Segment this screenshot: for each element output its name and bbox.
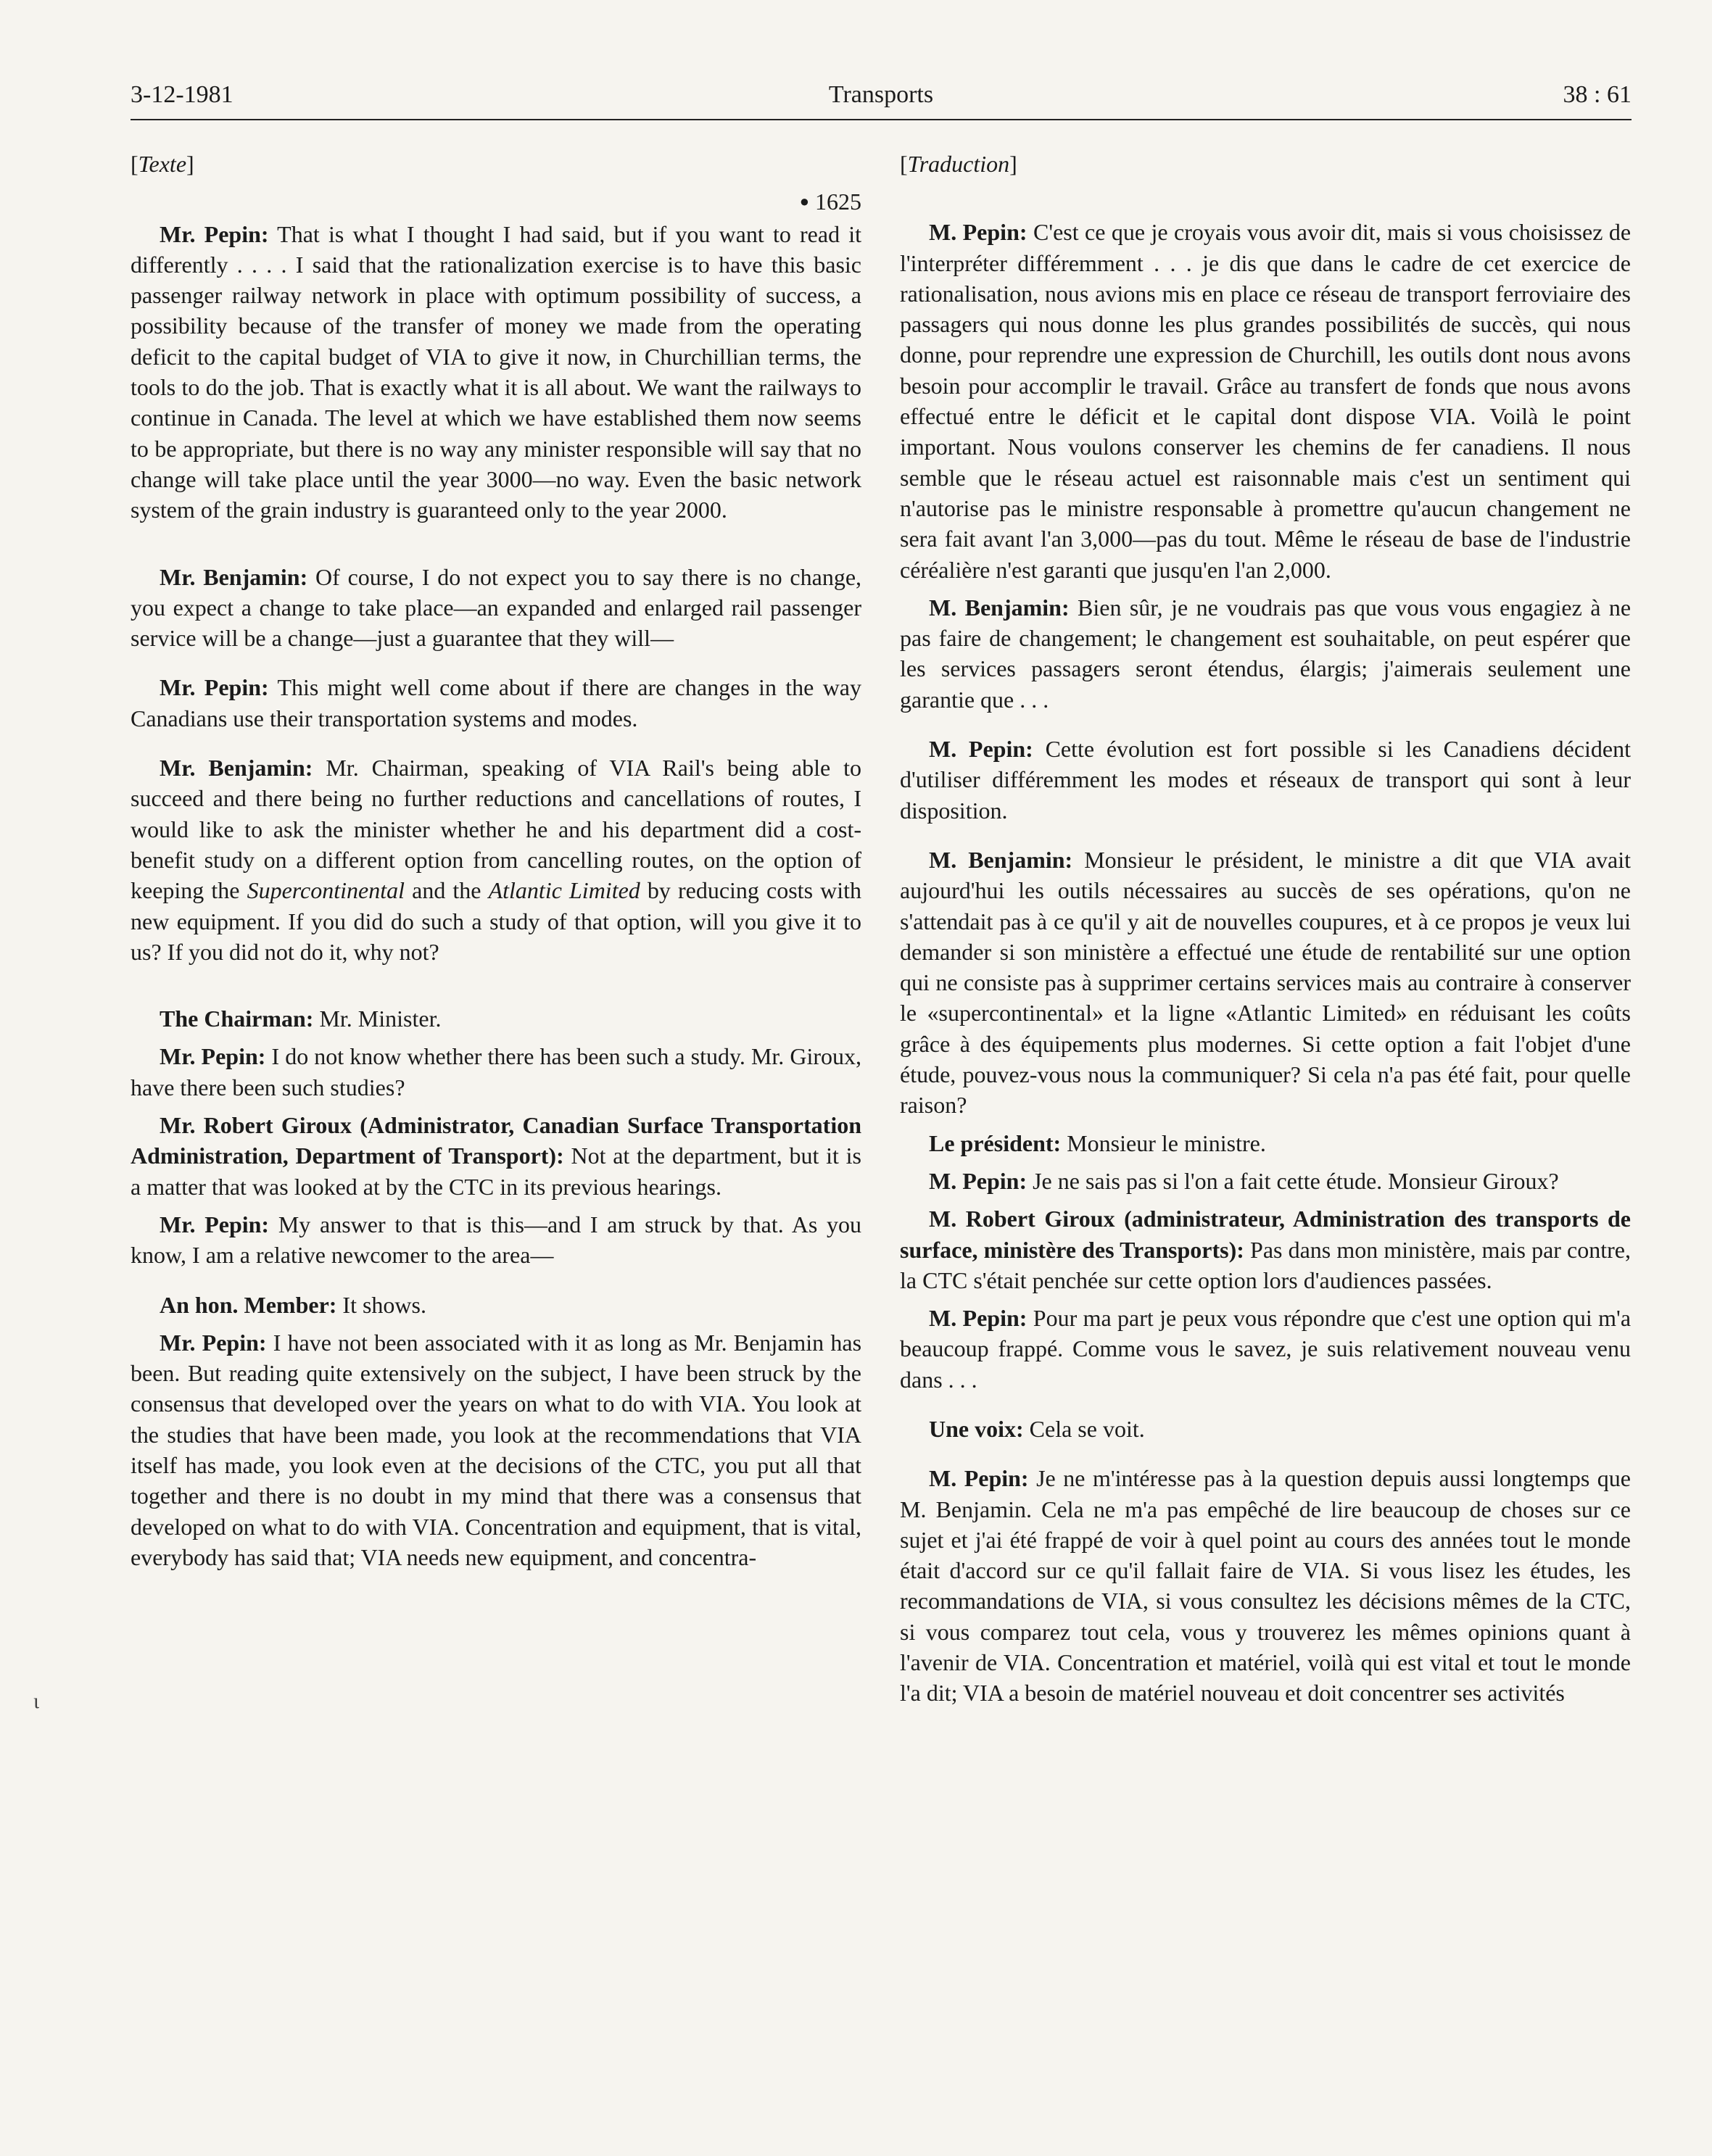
speaker-name: Mr. Robert Giroux (Administrator, Canadian Surface Transportation Administration, Department of Transport): [131,1112,861,1169]
speech-paragraph [131,1110,861,1202]
speech-text: Monsieur le président, le ministre a dit que VIA avait aujourd'hui les outils nécessaires au succès de ses opérations, qu'on ne s'attendait pas à ce qu'il y ait de nouvelles coupures, et à ce propos je veux lui demander si son ministère a effectué une étude de rentabilité sur une option qui ne consiste pas à supprimer certains services mais au contraire à conserver le «supercontinental» et la ligne «Atlantic Limited» en réduisant les coûts grâce à des équipements plus modernes. Si cette option a fait l'objet d'une étude, pouvez-vous nous la communiquer? Si cela n'a pas été fait, pour quelle raison? [900,846,1632,1119]
speaker-name: Le président: [929,1129,1062,1156]
speech-paragraph [900,1463,1631,1708]
speech-paragraph [131,1209,861,1271]
speaker-name: M. Robert Giroux (administrateur, Administration des transports de surface, ministère des Transports): [900,1206,1631,1263]
speaker-name: M. Benjamin: [929,846,1073,873]
speaker-name: M. Pepin: [929,1167,1027,1194]
train-name: Atlantic Limited [488,877,640,904]
speech-text: C'est ce que je croyais vous avoir dit, mais si vous choisissez de l'interpréter différemment . . . je dis que dans le cadre de cet exercice de rationalisation, nous avions mis en place ce réseau de transport ferroviaire des passagers qui nous donne les plus grandes possibilités de succès, qui nous donne, pour reprendre une expression de Churchill, les outils dont nous avons besoin pour accomplir le travail. Grâce au transfert de fonds que nous avons effectué entre le déficit et le capital dont dispose VIA. Voilà le point important. Nous voulons conserver les chemins de fer canadiens. Il nous semble que le réseau actuel est raisonnable mais c'est un sentiment qui n'autorise pas le ministre responsable à promettre qu'aucun changement ne sera fait avant l'an 3,000—pas du tout. Même le réseau de base de l'industrie céréalière n'est garanti que jusqu'en l'an 2,000. [900,219,1632,583]
speech-paragraph [131,672,861,734]
speech-paragraph [131,1327,861,1572]
speech-text: That is what I thought I had said, but if you want to read it differently . . . . I said that the rationalization exercise is to have this basic passenger railway network in place with optimum possibility of success, a possibility because of the transfer of money we made from the operating deficit to the capital budget of VIA to give it now, in Churchillian terms, the tools to do the job. That is exactly what it is all about. We want the railways to continue in Canada. The level at which we have established them now seems to be appropriate, but there is no way any minister responsible will say that no change will take place until the year 3000—no way. Even the basic network system of the grain industry is guaranteed only to the year 2000. [131,220,862,523]
english-column [131,149,861,1580]
speech-text: I have not been associated with it as long as Mr. Benjamin has been. But reading quite extensively on the subject, I have been struck by the consensus that developed over the years on what to do with VIA. You look at the studies that have been made, you look at the recommendations that VIA itself has made, you look even at the decisions of the CTC, you put all that together and there is no doubt in my mind that there was a consensus that developed on what to do with VIA. Concentration and equipment, that is vital, everybody has said that; VIA needs new equipment, and concentra- [131,1329,862,1570]
speech-paragraph [131,219,861,526]
speech-text: Je ne m'intéresse pas à la question depuis aussi longtemps que M. Benjamin. Cela ne m'a pas empêché de lire beaucoup de choses sur ce sujet et j'ai été frappé de voir à quel point au cours des années tout le monde était d'accord sur ce qu'il fallait faire de VIA. Si vous lisez les études, les recommandations de VIA, si vous consultez les décisions mêmes de la CTC, si vous comparez tout cela, vous y trouverez les mêmes opinions quant à l'avenir de VIA. Concentration et matériel, voilà qui est vital et tout le monde l'a dit; VIA a besoin de matériel nouveau et doit concentrer ses activités [900,1465,1632,1707]
speech-paragraph [900,845,1631,1121]
speech-paragraph [131,752,861,967]
header-date: 3-12-1981 [131,81,233,108]
speech-paragraph [900,1414,1631,1444]
train-name: Supercontinental [247,877,405,904]
column-label: [Traduction] [900,151,1017,177]
speech-text: I do not know whether there has been such a study. Mr. Giroux, have there been such studies? [131,1043,862,1100]
speech-paragraph [131,562,861,654]
speaker-name: M. Pepin: [929,736,1033,763]
speech-text: It shows. [342,1291,426,1318]
speech-paragraph [900,734,1631,826]
speaker-name: Mr. Pepin: [160,1043,266,1070]
speech-text: and the [412,877,481,904]
speech-text: Cette évolution est fort possible si les Canadiens décident d'utiliser différemment les modes et réseaux de transport qui sont à leur disposition. [900,736,1632,824]
speaker-name: Mr. Pepin: [160,674,269,701]
speaker-name: Mr. Benjamin: [160,755,313,781]
header-title: Transports [828,81,934,108]
page-header [131,78,1632,120]
speaker-name: Mr. Pepin: [160,1329,267,1356]
speaker-name: Mr. Pepin: [160,1211,270,1237]
speech-text: My answer to that is this—and I am struck by that. As you know, I am a relative newcomer to the area— [131,1211,862,1269]
speech-paragraph [900,1166,1631,1196]
speech-text: Cela se voit. [1029,1415,1145,1442]
speaker-name: An hon. Member: [160,1291,337,1318]
speaker-name: M. Benjamin: [929,594,1070,621]
speaker-name: M. Pepin: [929,219,1027,246]
speaker-name: M. Pepin: [929,1465,1029,1492]
speech-paragraph [900,217,1631,585]
speech-paragraph [900,1203,1631,1295]
speech-paragraph [131,1003,861,1034]
speaker-name: Mr. Pepin: [160,220,269,247]
speech-text: Je ne sais pas si l'on a fait cette étude. Monsieur Giroux? [1033,1167,1559,1194]
speaker-name: The Chairman: [160,1006,314,1032]
speech-text: Mr. Minister. [319,1006,442,1032]
speech-paragraph [900,1128,1631,1158]
french-column [900,149,1631,1716]
speech-text: Of course, I do not expect you to say there is no change, you expect a change to take place—an expanded and enlarged rail passenger service will be a change—just a guarantee that they will— [131,563,862,652]
speech-text: Not at the department, but it is a matter that was looked at by the CTC in its previous hearings. [131,1143,862,1200]
speech-paragraph [131,1290,861,1320]
column-label: [Texte] [131,151,194,177]
speech-paragraph [900,592,1631,715]
speech-text: This might well come about if there are changes in the way Canadians use their transportation systems and modes. [131,674,862,731]
timestamp: ● 1625 [799,188,861,215]
header-page-number: 38 : 61 [1563,81,1632,108]
speech-text: Monsieur le ministre. [1067,1129,1266,1156]
speaker-name: Mr. Benjamin: [160,563,308,590]
speech-text: Pas dans mon ministère, mais par contre, la CTC s'était penchée sur cette option lors d'audiences passées. [900,1236,1632,1293]
speech-text: Pour ma part je peux vous répondre que c'est une option qui m'a beaucoup frappé. Comme vous le savez, je suis relativement nouveau venu dans . . . [900,1305,1632,1393]
speech-text: Mr. Chairman, speaking of VIA Rail's being able to succeed and there being no further reductions and cancellations of routes, I would like to ask the minister whether he and his department did a cost-benefit study on a different option from cancelling routes, on the option of keeping the [131,755,862,904]
speech-text: Bien sûr, je ne voudrais pas que vous vous engagiez à ne pas faire de changement; le changement est souhaitable, on peut espérer que les services passagers seront étendus, élargis; j'aimerais seulement une garantie que . . . [900,594,1632,713]
speech-text: by reducing costs with new equipment. If you did do such a study of that option, will you give it to us? If you did not do it, why not? [131,877,861,965]
margin-tick-mark: ι [33,1689,40,1713]
speech-paragraph [131,1041,861,1103]
speech-paragraph [900,1303,1631,1395]
bullet-icon: ● [799,192,809,211]
speaker-name: Une voix: [929,1415,1024,1442]
speaker-name: M. Pepin: [929,1305,1027,1332]
